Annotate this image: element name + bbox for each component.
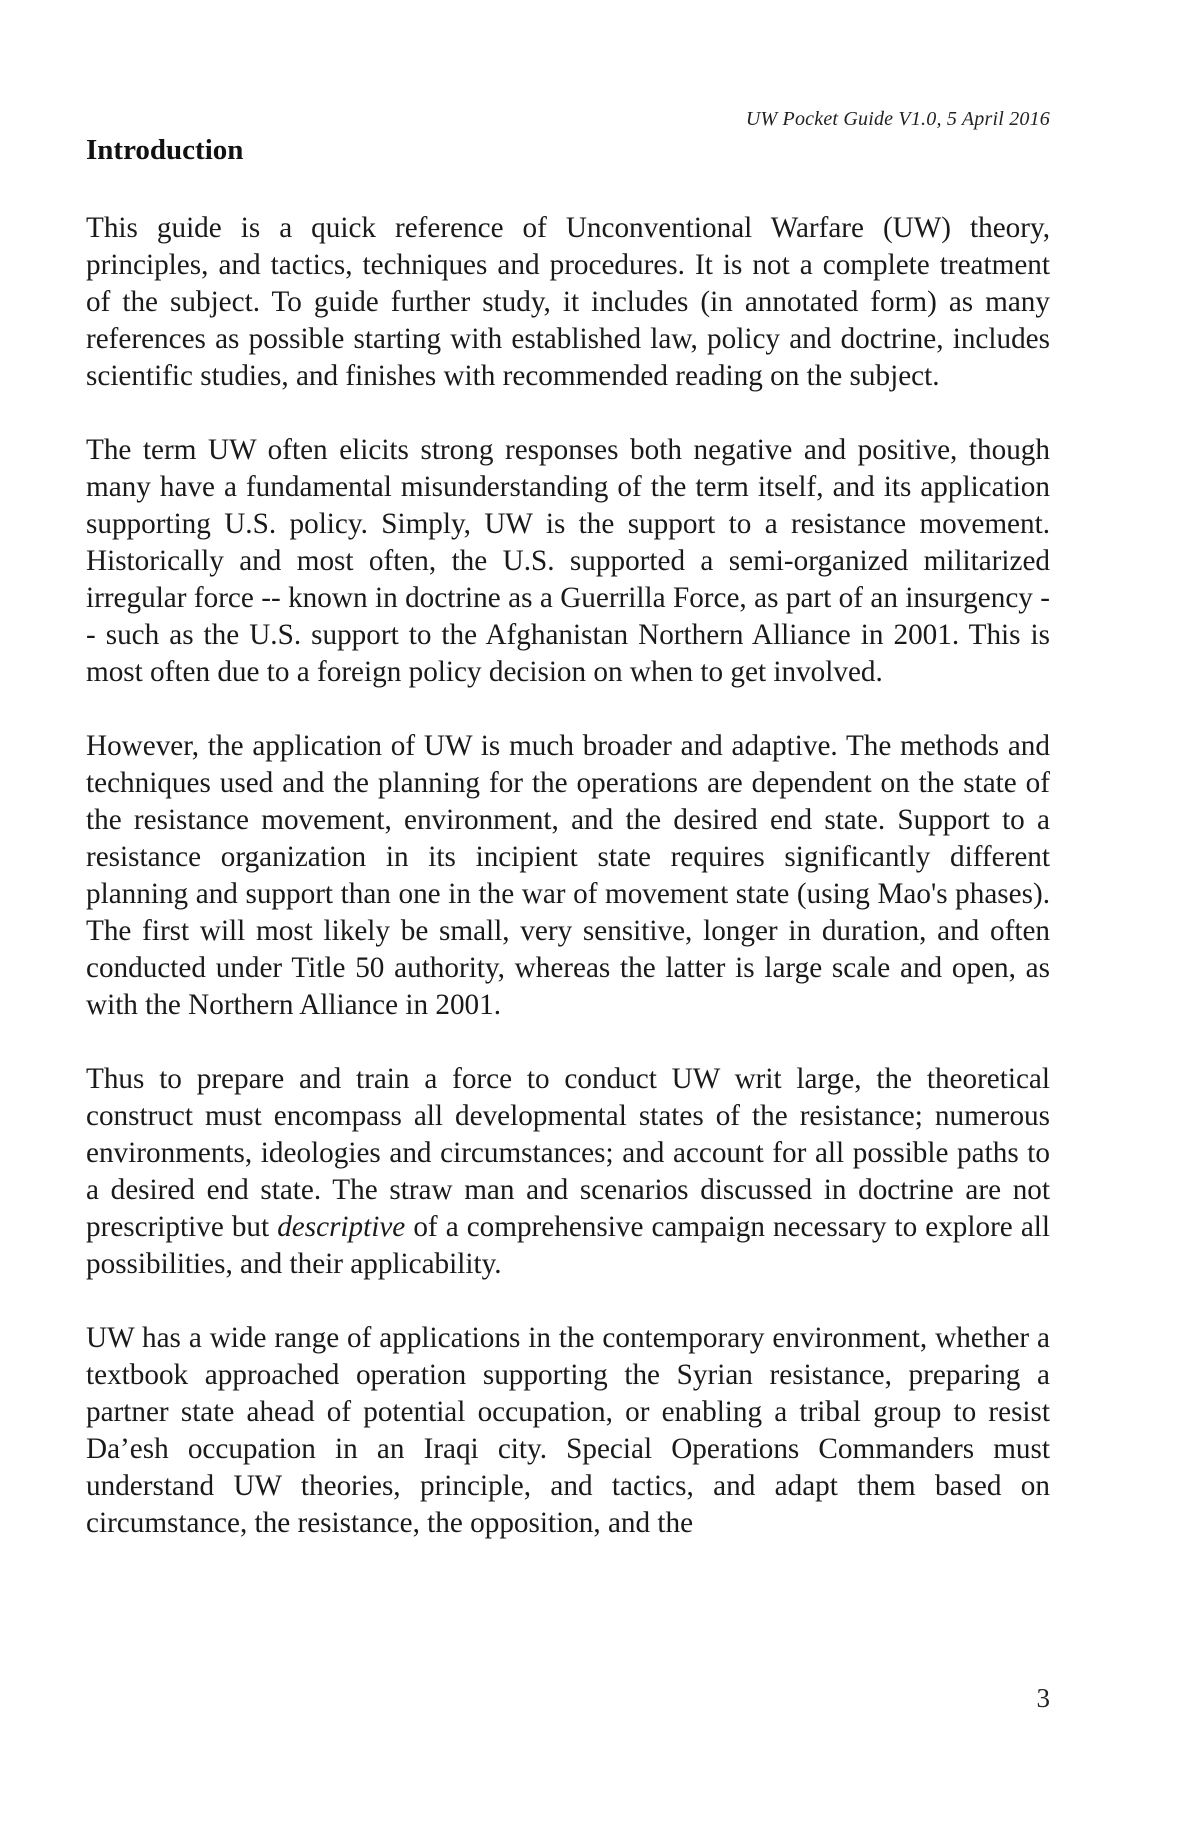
- paragraph-4-text-b: of a comprehensive campaign necessary to explore all possibilities, and their applicability.: [86, 1211, 1050, 1280]
- page-number: 3: [1036, 1683, 1050, 1713]
- paragraph-4: [86, 1061, 1050, 1283]
- paragraph-4-emphasis: descriptive: [277, 1211, 406, 1243]
- section-title: Introduction: [86, 134, 244, 166]
- paragraph-5: UW has a wide range of applications in the contemporary environment, whether a textbook approached operation supporting the Syrian resistance, preparing a partner state ahead of potential occupation, or enabling a tribal group to resist Da’esh occupation in an Iraqi city. Special Operations Commanders must understand UW theories, principle, and tactics, and adapt them based on circumstance, the resistance, the opposition, and the: [86, 1322, 1050, 1539]
- paragraph-2: The term UW often elicits strong responses both negative and positive, though many have a fundamental misunderstanding of the term itself, and its application supporting U.S. policy. Simply, UW is the support to a resistance movement. Historically and most often, the U.S. supported a semi-organized militarized irregular force -- known in doctrine as a Guerrilla Force, as part of an insurgency -- such as the U.S. support to the Afghanistan Northern Alliance in 2001. This is most often due to a foreign policy decision on when to get involved.: [86, 434, 1050, 688]
- body-text: [86, 210, 1050, 1542]
- paragraph-3: However, the application of UW is much broader and adaptive. The methods and techniques used and the planning for the operations are dependent on the state of the resistance movement, environment, and the desired end state. Support to a resistance organization in its incipient state requires significantly different planning and support than one in the war of movement state (using Mao's phases). The first will most likely be small, very sensitive, longer in duration, and often conducted under Title 50 authority, whereas the latter is large scale and open, as with the Northern Alliance in 2001.: [86, 730, 1050, 1021]
- paragraph-4-text-a: Thus to prepare and train a force to conduct UW writ large, the theoretical construct must encompass all developmental states of the resistance; numerous environments, ideologies and circumstances; and account for all possible paths to a desired end state. The straw man and scenarios discussed in doctrine are not prescriptive but: [86, 1063, 1050, 1243]
- running-header: UW Pocket Guide V1.0, 5 April 2016: [745, 108, 1050, 130]
- paragraph-1: This guide is a quick reference of Unconventional Warfare (UW) theory, principles, and tactics, techniques and procedures. It is not a complete treatment of the subject. To guide further study, it includes (in annotated form) as many references as possible starting with established law, policy and doctrine, includes scientific studies, and finishes with recommended reading on the subject.: [86, 212, 1050, 392]
